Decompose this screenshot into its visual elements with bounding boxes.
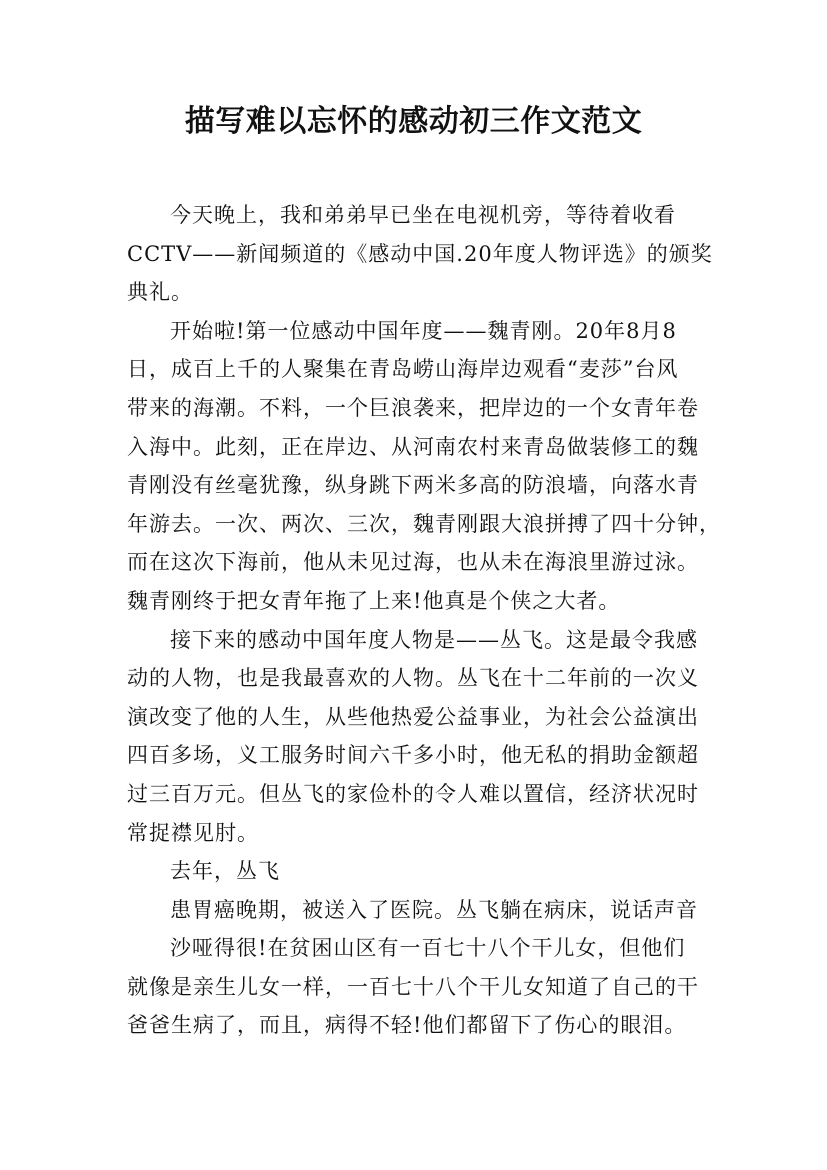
text-line: 带来的海潮。不料，一个巨浪袭来，把岸边的一个女青年卷 — [127, 395, 699, 420]
text-line: 患胃癌晚期，被送入了医院。丛飞躺在病床，说话声音 — [170, 897, 698, 922]
text-line: 接下来的感动中国年度人物是——丛飞。这是最令我感 — [170, 627, 698, 652]
document-body — [127, 196, 727, 1045]
text-line: 今天晚上，我和弟弟早已坐在电视机旁，等待着收看 — [170, 203, 676, 227]
text-line: 沙哑得很!在贫困山区有一百七十八个干儿女，但他们 — [170, 936, 686, 961]
document-title: 描写难以忘怀的感动初三作文范文 — [184, 104, 643, 139]
text-line: 过三百万元。但丛飞的家俭朴的令人难以置信，经济状况时 — [127, 781, 699, 806]
text-line: 开始啦!第一位感动中国年度——魏青刚。20年8月8 — [170, 318, 677, 343]
text-line: 动的人物，也是我最喜欢的人物。丛飞在十二年前的一次义 — [127, 666, 699, 691]
text-line: CCTV——新闻频道的《感动中国.20年度人物评选》的颁奖 — [127, 241, 713, 266]
text-line: 爸爸生病了，而且，病得不轻!他们都留下了伤心的眼泪。 — [127, 1013, 687, 1038]
text-line: 去年，丛飞 — [170, 859, 280, 884]
text-line: 而在这次下海前，他从未见过海，也从未在海浪里游过泳。 — [127, 550, 699, 575]
text-line: 演改变了他的人生，从些他热爱公益事业，为社会公益演出 — [127, 704, 699, 729]
text-line: 就像是亲生儿女一样，一百七十八个干儿女知道了自己的干 — [127, 974, 699, 999]
text-line: 魏青刚终于把女青年拖了上来!他真是个侠之大者。 — [127, 588, 621, 613]
text-line: 青刚没有丝毫犹豫，纵身跳下两米多高的防浪墙，向落水青 — [127, 473, 699, 498]
text-line: 四百多场，义工服务时间六千多小时，他无私的捐助金额超 — [127, 743, 699, 768]
text-line: 日，成百上千的人聚集在青岛崂山海岸边观看“麦莎”台风 — [127, 357, 679, 382]
text-line: 常捉襟见肘。 — [127, 820, 259, 845]
text-line: 入海中。此刻，正在岸边、从河南农村来青岛做装修工的魏 — [127, 434, 699, 459]
text-line: 典礼。 — [127, 280, 193, 305]
text-line: 年游去。一次、两次、三次，魏青刚跟大浪拼搏了四十分钟， — [127, 511, 721, 536]
